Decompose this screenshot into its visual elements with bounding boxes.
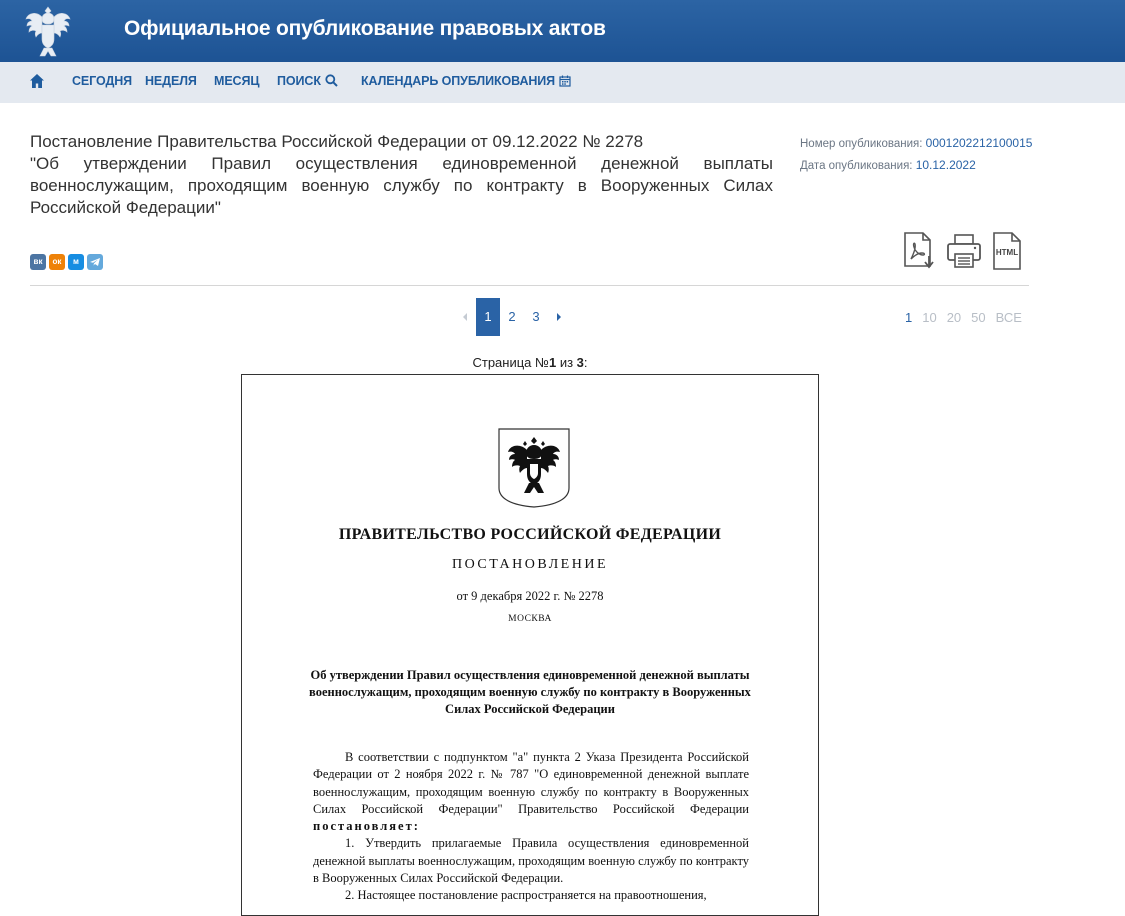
page-indicator <box>0 355 1060 370</box>
home-icon[interactable] <box>29 73 45 89</box>
nav-search-label: ПОИСК <box>277 74 321 88</box>
calendar-icon <box>559 75 571 87</box>
coat-of-arms-icon <box>498 428 570 508</box>
print-icon[interactable] <box>946 232 982 270</box>
per-page-1[interactable]: 1 <box>905 310 913 325</box>
per-page-20[interactable]: 20 <box>946 310 962 325</box>
telegram-share-icon[interactable] <box>87 254 103 270</box>
coat-of-arms-logo[interactable] <box>22 3 74 59</box>
document-body <box>313 749 749 905</box>
main-nav <box>0 62 1125 103</box>
nav-today[interactable]: СЕГОДНЯ <box>72 74 133 88</box>
site-title[interactable]: Официальное опубликование правовых актов <box>124 17 606 40</box>
ok-share-label: ок <box>52 257 62 266</box>
vk-share-icon[interactable] <box>30 254 46 270</box>
document-title <box>30 131 773 219</box>
document-paragraph-text: В соответствии с подпунктом "а" пункта 2 Указа Президента Российской Федерации от 2 ноября 2022 г. № 787 "О единовременной денежной выплате военнослужащим, проходящим военную службу по контракту в Вооруженных Силах Российской Федерации" Правительство Российской Федерации <box>313 750 749 816</box>
document-resolves: постановляет: <box>313 819 420 834</box>
pdf-download-icon[interactable] <box>902 232 936 270</box>
telegram-plane-icon <box>87 254 103 270</box>
nav-search[interactable] <box>277 74 338 88</box>
document-date: от 9 декабря 2022 г. № 2278 <box>456 589 604 603</box>
page-link-3[interactable]: 3 <box>532 309 540 324</box>
page-indicator-suffix: : <box>583 355 588 370</box>
document-title-line: Постановление Правительства Российской Федерации от 09.12.2022 № 2278 <box>30 132 644 151</box>
document-type: ПОСТАНОВЛЕНИЕ <box>451 557 609 572</box>
nav-month[interactable]: МЕСЯЦ <box>214 74 260 88</box>
document-city: МОСКВА <box>508 614 552 624</box>
share-buttons <box>30 254 106 272</box>
publication-number-value: 0001202212100015 <box>925 136 1033 150</box>
publication-date-value: 10.12.2022 <box>915 158 976 172</box>
search-icon <box>325 74 338 87</box>
moimir-share-icon[interactable] <box>68 254 84 270</box>
site-header <box>0 0 1125 62</box>
nav-calendar-label: КАЛЕНДАРЬ ОПУБЛИКОВАНИЯ <box>361 74 556 88</box>
document-title-subject: "Об утверждении Правил осуществления единовременной денежной выплаты военнослужащим, проходящим военную службу по контракту в Вооруженных Силах Российской Федерации" <box>30 154 773 217</box>
per-page-50[interactable]: 50 <box>971 310 986 325</box>
html-file-label: HTML <box>995 248 1019 257</box>
page-indicator-current: 1 <box>548 355 557 370</box>
nav-calendar[interactable] <box>361 74 571 88</box>
document-paragraph <box>313 749 749 835</box>
publication-date-label: Дата опубликования: <box>800 160 913 172</box>
publication-number-label: Номер опубликования: <box>800 138 923 150</box>
page-indicator-middle: из <box>556 355 577 370</box>
html-download-icon[interactable] <box>991 232 1023 270</box>
publication-number-row <box>800 136 1032 158</box>
per-page-selector <box>905 310 1032 325</box>
nav-week[interactable]: НЕДЕЛЯ <box>145 74 197 88</box>
page-indicator-prefix: Страница № <box>472 355 549 370</box>
page-link-1[interactable]: 1 <box>476 298 500 336</box>
next-page-icon[interactable] <box>555 312 563 322</box>
page-indicator-total: 3 <box>576 355 584 370</box>
document-paragraph: 1. Утвердить прилагаемые Правила осуществления единовременной денежной выплаты военнослужащим, проходящим военную службу по контракту в Вооруженных Силах Российской Федерации. <box>313 836 749 886</box>
per-page-10[interactable]: 10 <box>922 310 937 325</box>
document-page-scan <box>241 374 819 916</box>
vk-share-label: вк <box>33 257 43 266</box>
mm-share-label: м <box>73 257 79 266</box>
divider <box>30 285 1029 286</box>
prev-page-icon[interactable] <box>461 312 469 322</box>
per-page-all[interactable]: ВСЕ <box>995 310 1022 325</box>
document-paragraph: 2. Настоящее постановление распространяется на правоотношения, <box>345 888 707 903</box>
odnoklassniki-share-icon[interactable] <box>49 254 65 270</box>
publication-meta <box>800 136 1032 180</box>
document-subject: Об утверждении Правил осуществления единовременной денежной выплаты военнослужащим, проходящим военную службу по контракту в Вооруженных Силах Российской Федерации <box>309 668 751 716</box>
publication-date-row <box>800 158 1032 180</box>
document-gov-heading: ПРАВИТЕЛЬСТВО РОССИЙСКОЙ ФЕДЕРАЦИИ <box>338 526 722 543</box>
page-link-2[interactable]: 2 <box>508 309 516 324</box>
